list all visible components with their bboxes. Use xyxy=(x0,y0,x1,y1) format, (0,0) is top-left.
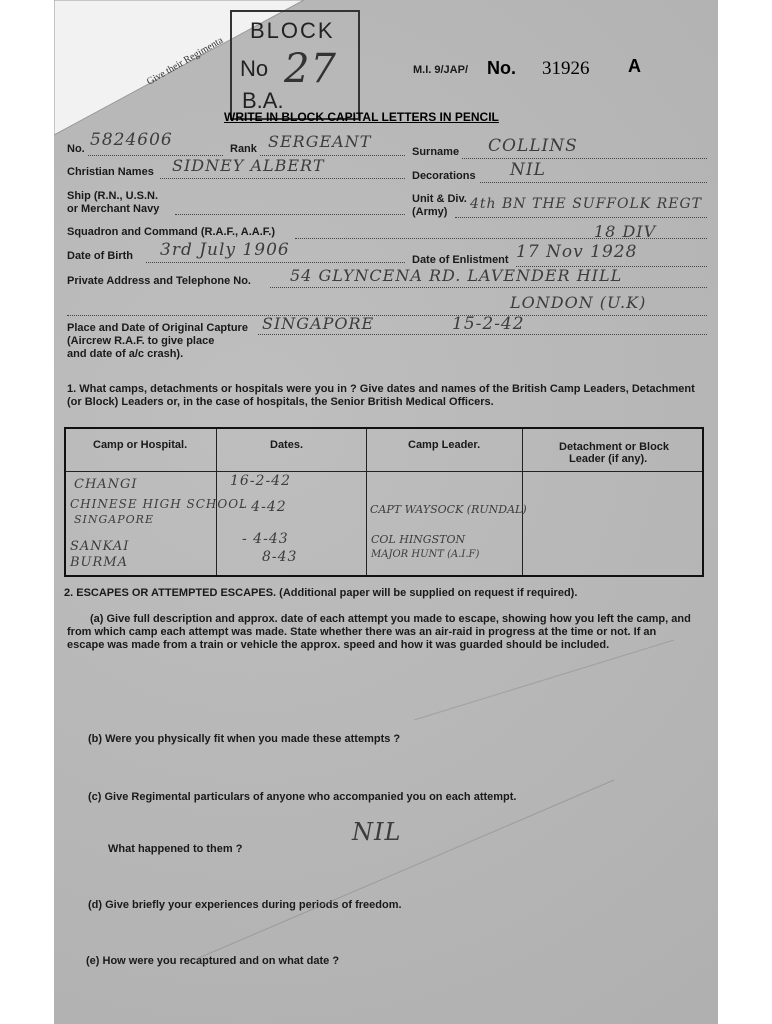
stamp-number: 27 xyxy=(284,46,337,92)
camp-2: CHINESE HIGH SCHOOL xyxy=(70,497,249,511)
decorations-value: NIL xyxy=(510,160,546,180)
dob-value: 3rd July 1906 xyxy=(160,240,290,260)
corner-text: Give their Regimenta xyxy=(145,35,226,88)
stamp-ba: B.A. xyxy=(242,88,284,113)
rank-label: Rank xyxy=(230,143,257,155)
camp-1: CHANGI xyxy=(74,477,138,492)
stamp-no-label: No xyxy=(240,56,269,81)
christian-names-value: SIDNEY ALBERT xyxy=(172,156,325,175)
leader-3: MAJOR HUNT (A.I.F) xyxy=(371,549,480,560)
date-1: 16-2-42 xyxy=(230,473,291,489)
date-3: - 4-43 xyxy=(242,531,289,547)
question-2a-line-1: (a) Give full description and approx. date of each attempt you made to escape, showing how you left the camp, and xyxy=(90,613,691,625)
question-2c-answer: NIL xyxy=(352,818,402,846)
question-2a-line-3: escape was made from a train or vehicle the approx. speed and how it was guarded should be included. xyxy=(67,639,610,651)
unit-label-2: (Army) xyxy=(412,206,448,218)
leader-1: CAPT WAYSOCK (RUNDAL) xyxy=(370,503,527,516)
decorations-label: Decorations xyxy=(412,170,476,182)
question-2c: (c) Give Regimental particulars of anyone who accompanied you on each attempt. xyxy=(88,791,517,803)
unit-value: 4th BN THE SUFFOLK REGT xyxy=(470,196,702,212)
squadron-label: Squadron and Command (R.A.F., A.A.F.) xyxy=(67,226,275,238)
camp-3: SINGAPORE xyxy=(74,513,154,526)
dob-label: Date of Birth xyxy=(67,250,133,262)
capture-place: SINGAPORE xyxy=(262,314,375,333)
header-camp: Camp or Hospital. xyxy=(93,439,188,451)
question-2c-what-happened: What happened to them ? xyxy=(108,843,243,855)
address-value-2: LONDON (U.K) xyxy=(510,293,647,312)
serial-suffix: A xyxy=(628,56,641,76)
question-2a-line-2: from which camp each attempt was made. State whether there was an air-raid in progress at the time or not. If an xyxy=(67,626,657,638)
christian-names-label: Christian Names xyxy=(67,166,154,178)
division-value: 18 DIV xyxy=(594,222,657,241)
no-label: No. xyxy=(67,143,85,155)
capture-label-1: Place and Date of Original Capture xyxy=(67,322,248,334)
form-code: M.I. 9/JAP/ xyxy=(413,64,469,76)
instruction-heading: WRITE IN BLOCK CAPITAL LETTERS IN PENCIL xyxy=(224,110,499,124)
serial-no-label: No. xyxy=(487,58,516,78)
question-1-line-2: (or Block) Leaders or, in the case of hospitals, the Senior British Medical Officers. xyxy=(67,396,494,408)
unit-label-1: Unit & Div. xyxy=(412,193,467,205)
serial-number: 31926 xyxy=(542,58,590,79)
ship-label-1: Ship (R.N., U.S.N. xyxy=(67,190,159,202)
address-label: Private Address and Telephone No. xyxy=(67,275,251,287)
capture-label-3: and date of a/c crash). xyxy=(67,348,184,360)
capture-label-2: (Aircrew R.A.F. to give place xyxy=(67,335,215,347)
enlistment-value: 17 Nov 1928 xyxy=(516,242,638,262)
question-1-line-1: 1. What camps, detachments or hospitals were you in ? Give dates and names of the British Camp Leaders, Detachment xyxy=(67,383,695,395)
question-2d: (d) Give briefly your experiences during periods of freedom. xyxy=(88,899,402,911)
camp-5: BURMA xyxy=(70,555,128,570)
leader-2: COL HINGSTON xyxy=(371,533,466,546)
header-detachment-2: Leader (if any). xyxy=(569,453,648,465)
question-2b: (b) Were you physically fit when you made these attempts ? xyxy=(88,733,401,745)
stamp-block-word: BLOCK xyxy=(250,18,335,43)
date-4: 8-43 xyxy=(262,549,298,565)
header-dates: Dates. xyxy=(270,439,304,451)
enlistment-label: Date of Enlistment xyxy=(412,254,509,266)
surname-label: Surname xyxy=(412,146,460,158)
rank-value: SERGEANT xyxy=(268,132,372,151)
date-2: - 4-42 xyxy=(240,499,287,515)
pencil-strokes xyxy=(54,0,718,1024)
capture-date: 15-2-42 xyxy=(452,314,525,334)
question-2e: (e) How were you recaptured and on what date ? xyxy=(86,955,340,967)
ship-label-2: or Merchant Navy xyxy=(67,203,160,215)
header-leader: Camp Leader. xyxy=(408,439,481,451)
header-detachment-1: Detachment or Block xyxy=(559,441,670,453)
question-2-title: 2. ESCAPES OR ATTEMPTED ESCAPES. (Additional paper will be supplied on request if required). xyxy=(64,587,578,599)
camp-4: SANKAI xyxy=(70,539,130,554)
address-value-1: 54 GLYNCENA RD. LAVENDER HILL xyxy=(290,266,623,285)
no-value: 5824606 xyxy=(90,130,173,150)
surname-value: COLLINS xyxy=(488,136,578,156)
